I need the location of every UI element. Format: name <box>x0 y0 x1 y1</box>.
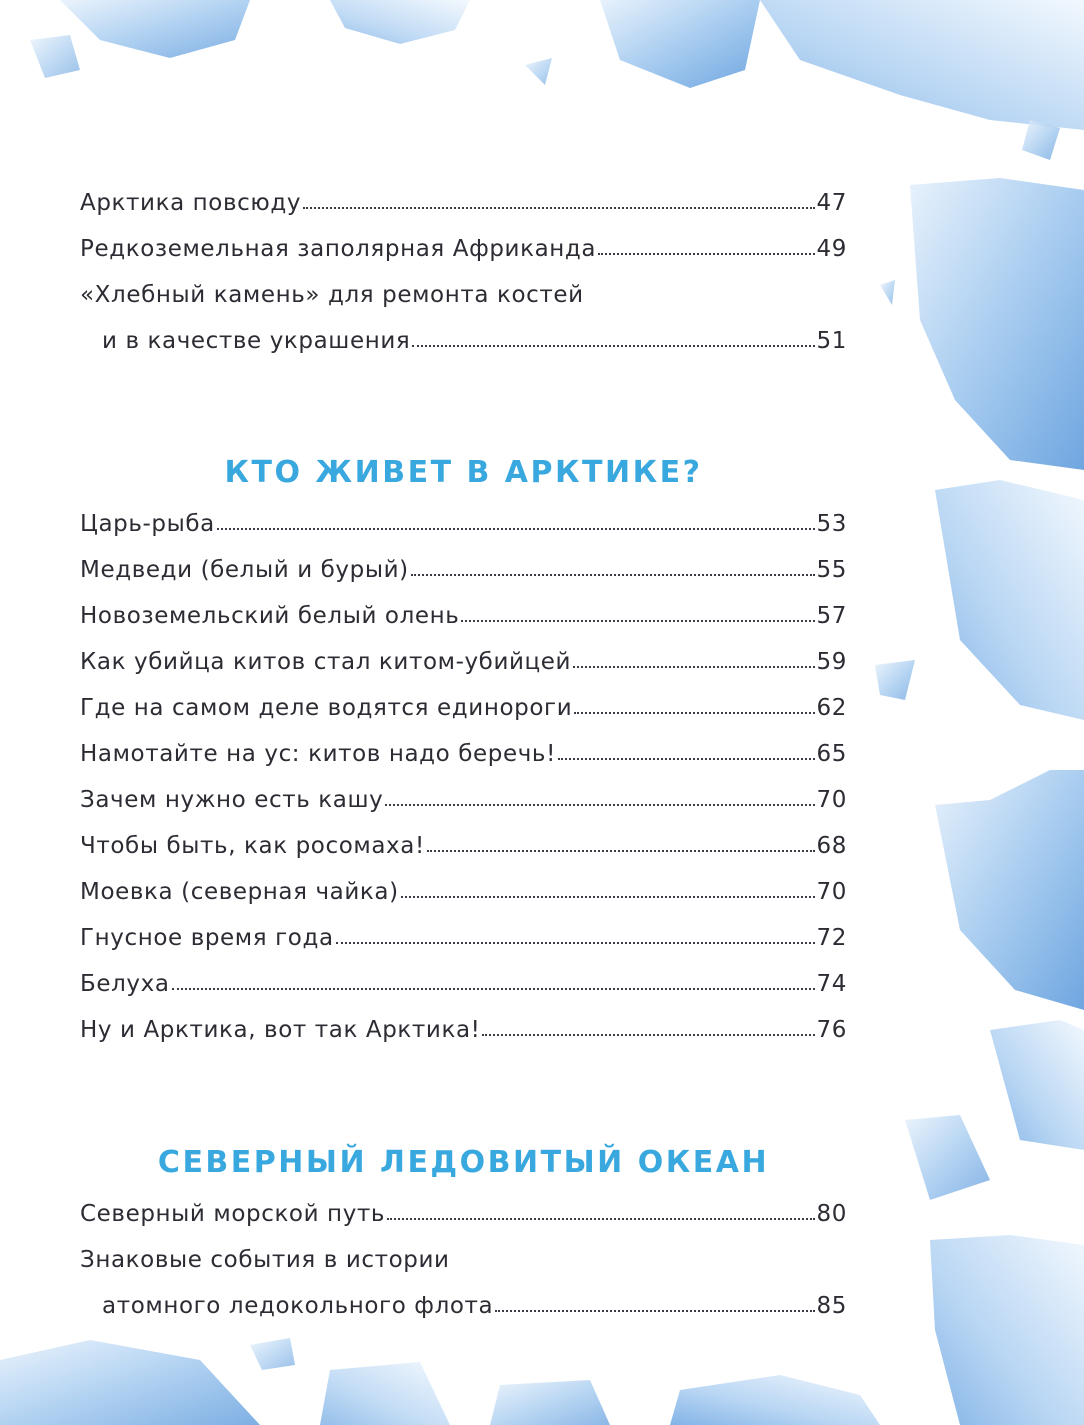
toc-entry-title: Царь-рыба <box>80 511 215 537</box>
toc-entry-title: Ну и Арктика, вот так Арктика! <box>80 1017 481 1043</box>
toc-entry-title: Где на самом деле водятся единороги <box>80 695 573 721</box>
toc-entry-page: 62 <box>816 695 847 721</box>
toc-entry[interactable] <box>80 503 847 537</box>
toc-entry-page: 51 <box>816 328 847 354</box>
toc-entry-title: Медведи (белый и бурый) <box>80 557 409 583</box>
toc-entry-title: Чтобы быть, как росомаха! <box>80 833 425 859</box>
toc-entry[interactable] <box>80 963 847 997</box>
toc-entry[interactable] <box>80 825 847 859</box>
toc-entry-title: Моевка (северная чайка) <box>80 879 399 905</box>
toc-leader-dots <box>461 620 814 622</box>
toc-entry-page: 72 <box>816 925 847 951</box>
toc-entry[interactable] <box>80 1009 847 1043</box>
toc-entry-title-cont: атомного ледокольного флота <box>102 1293 494 1319</box>
toc-entry-page: 76 <box>816 1017 847 1043</box>
toc-entry-title: «Хлебный камень» для ремонта костей <box>80 282 584 308</box>
toc-entry[interactable] <box>80 1239 847 1273</box>
toc-leader-dots <box>412 345 814 347</box>
toc-entry-page: 65 <box>816 741 847 767</box>
toc-leader-dots <box>303 207 814 209</box>
toc-entry-title: Как убийца китов стал китом-убийцей <box>80 649 572 675</box>
toc-leader-dots <box>336 942 815 944</box>
toc-entry-title: Знаковые события в истории <box>80 1247 450 1273</box>
toc-entry[interactable] <box>80 917 847 951</box>
toc-leader-dots <box>495 1310 814 1312</box>
toc-entry-page: 70 <box>816 879 847 905</box>
toc-entry-page: 74 <box>816 971 847 997</box>
toc-entry[interactable] <box>80 549 847 583</box>
toc-entry[interactable] <box>80 1193 847 1227</box>
section-heading: СЕВЕРНЫЙ ЛЕДОВИТЫЙ ОКЕАН <box>157 1145 770 1180</box>
toc-entry[interactable] <box>80 274 847 308</box>
toc-entry-page: 53 <box>816 511 847 537</box>
toc-leader-dots <box>482 1034 814 1036</box>
toc-entry-page: 47 <box>816 190 847 216</box>
toc-entry[interactable] <box>80 228 847 262</box>
toc-entry-title: Северный морской путь <box>80 1201 386 1227</box>
toc-entry-title: Новоземельский белый олень <box>80 603 460 629</box>
toc-leader-dots <box>598 253 814 255</box>
toc-entry-page: 80 <box>816 1201 847 1227</box>
toc-entry[interactable] <box>80 182 847 216</box>
toc-entry-page: 55 <box>816 557 847 583</box>
toc-entry-continuation[interactable] <box>102 320 847 354</box>
toc-leader-dots <box>427 850 815 852</box>
toc-entry-page: 70 <box>816 787 847 813</box>
toc-leader-dots <box>401 896 815 898</box>
toc-entry-title: Белуха <box>80 971 170 997</box>
toc-entry[interactable] <box>80 687 847 721</box>
toc-leader-dots <box>387 1218 814 1220</box>
toc-entry-title-cont: и в качестве украшения <box>102 328 411 354</box>
toc-leader-dots <box>411 574 815 576</box>
toc-entry-title: Редкоземельная заполярная Африканда <box>80 236 597 262</box>
toc-leader-dots <box>574 712 814 714</box>
toc-leader-dots <box>172 988 815 990</box>
section-heading: КТО ЖИВЕТ В АРКТИКЕ? <box>224 455 703 490</box>
toc-entry-title: Гнусное время года <box>80 925 334 951</box>
toc-entry-title: Арктика повсюду <box>80 190 302 216</box>
toc-entry-title: Намотайте на ус: китов надо беречь! <box>80 741 556 767</box>
toc-entry-page: 59 <box>816 649 847 675</box>
toc-entry-page: 49 <box>816 236 847 262</box>
toc-entry-continuation[interactable] <box>102 1285 847 1319</box>
toc-entry[interactable] <box>80 779 847 813</box>
toc-leader-dots <box>385 804 814 806</box>
toc-entry-page: 85 <box>816 1293 847 1319</box>
toc-entry[interactable] <box>80 641 847 675</box>
toc-entry[interactable] <box>80 595 847 629</box>
toc-entry-page: 68 <box>816 833 847 859</box>
toc-entry-title: Зачем нужно есть кашу <box>80 787 384 813</box>
toc-leader-dots <box>217 528 815 530</box>
toc-leader-dots <box>573 666 814 668</box>
toc-entry-page: 57 <box>816 603 847 629</box>
toc-leader-dots <box>558 758 815 760</box>
toc-entry[interactable] <box>80 871 847 905</box>
toc-entry[interactable] <box>80 733 847 767</box>
